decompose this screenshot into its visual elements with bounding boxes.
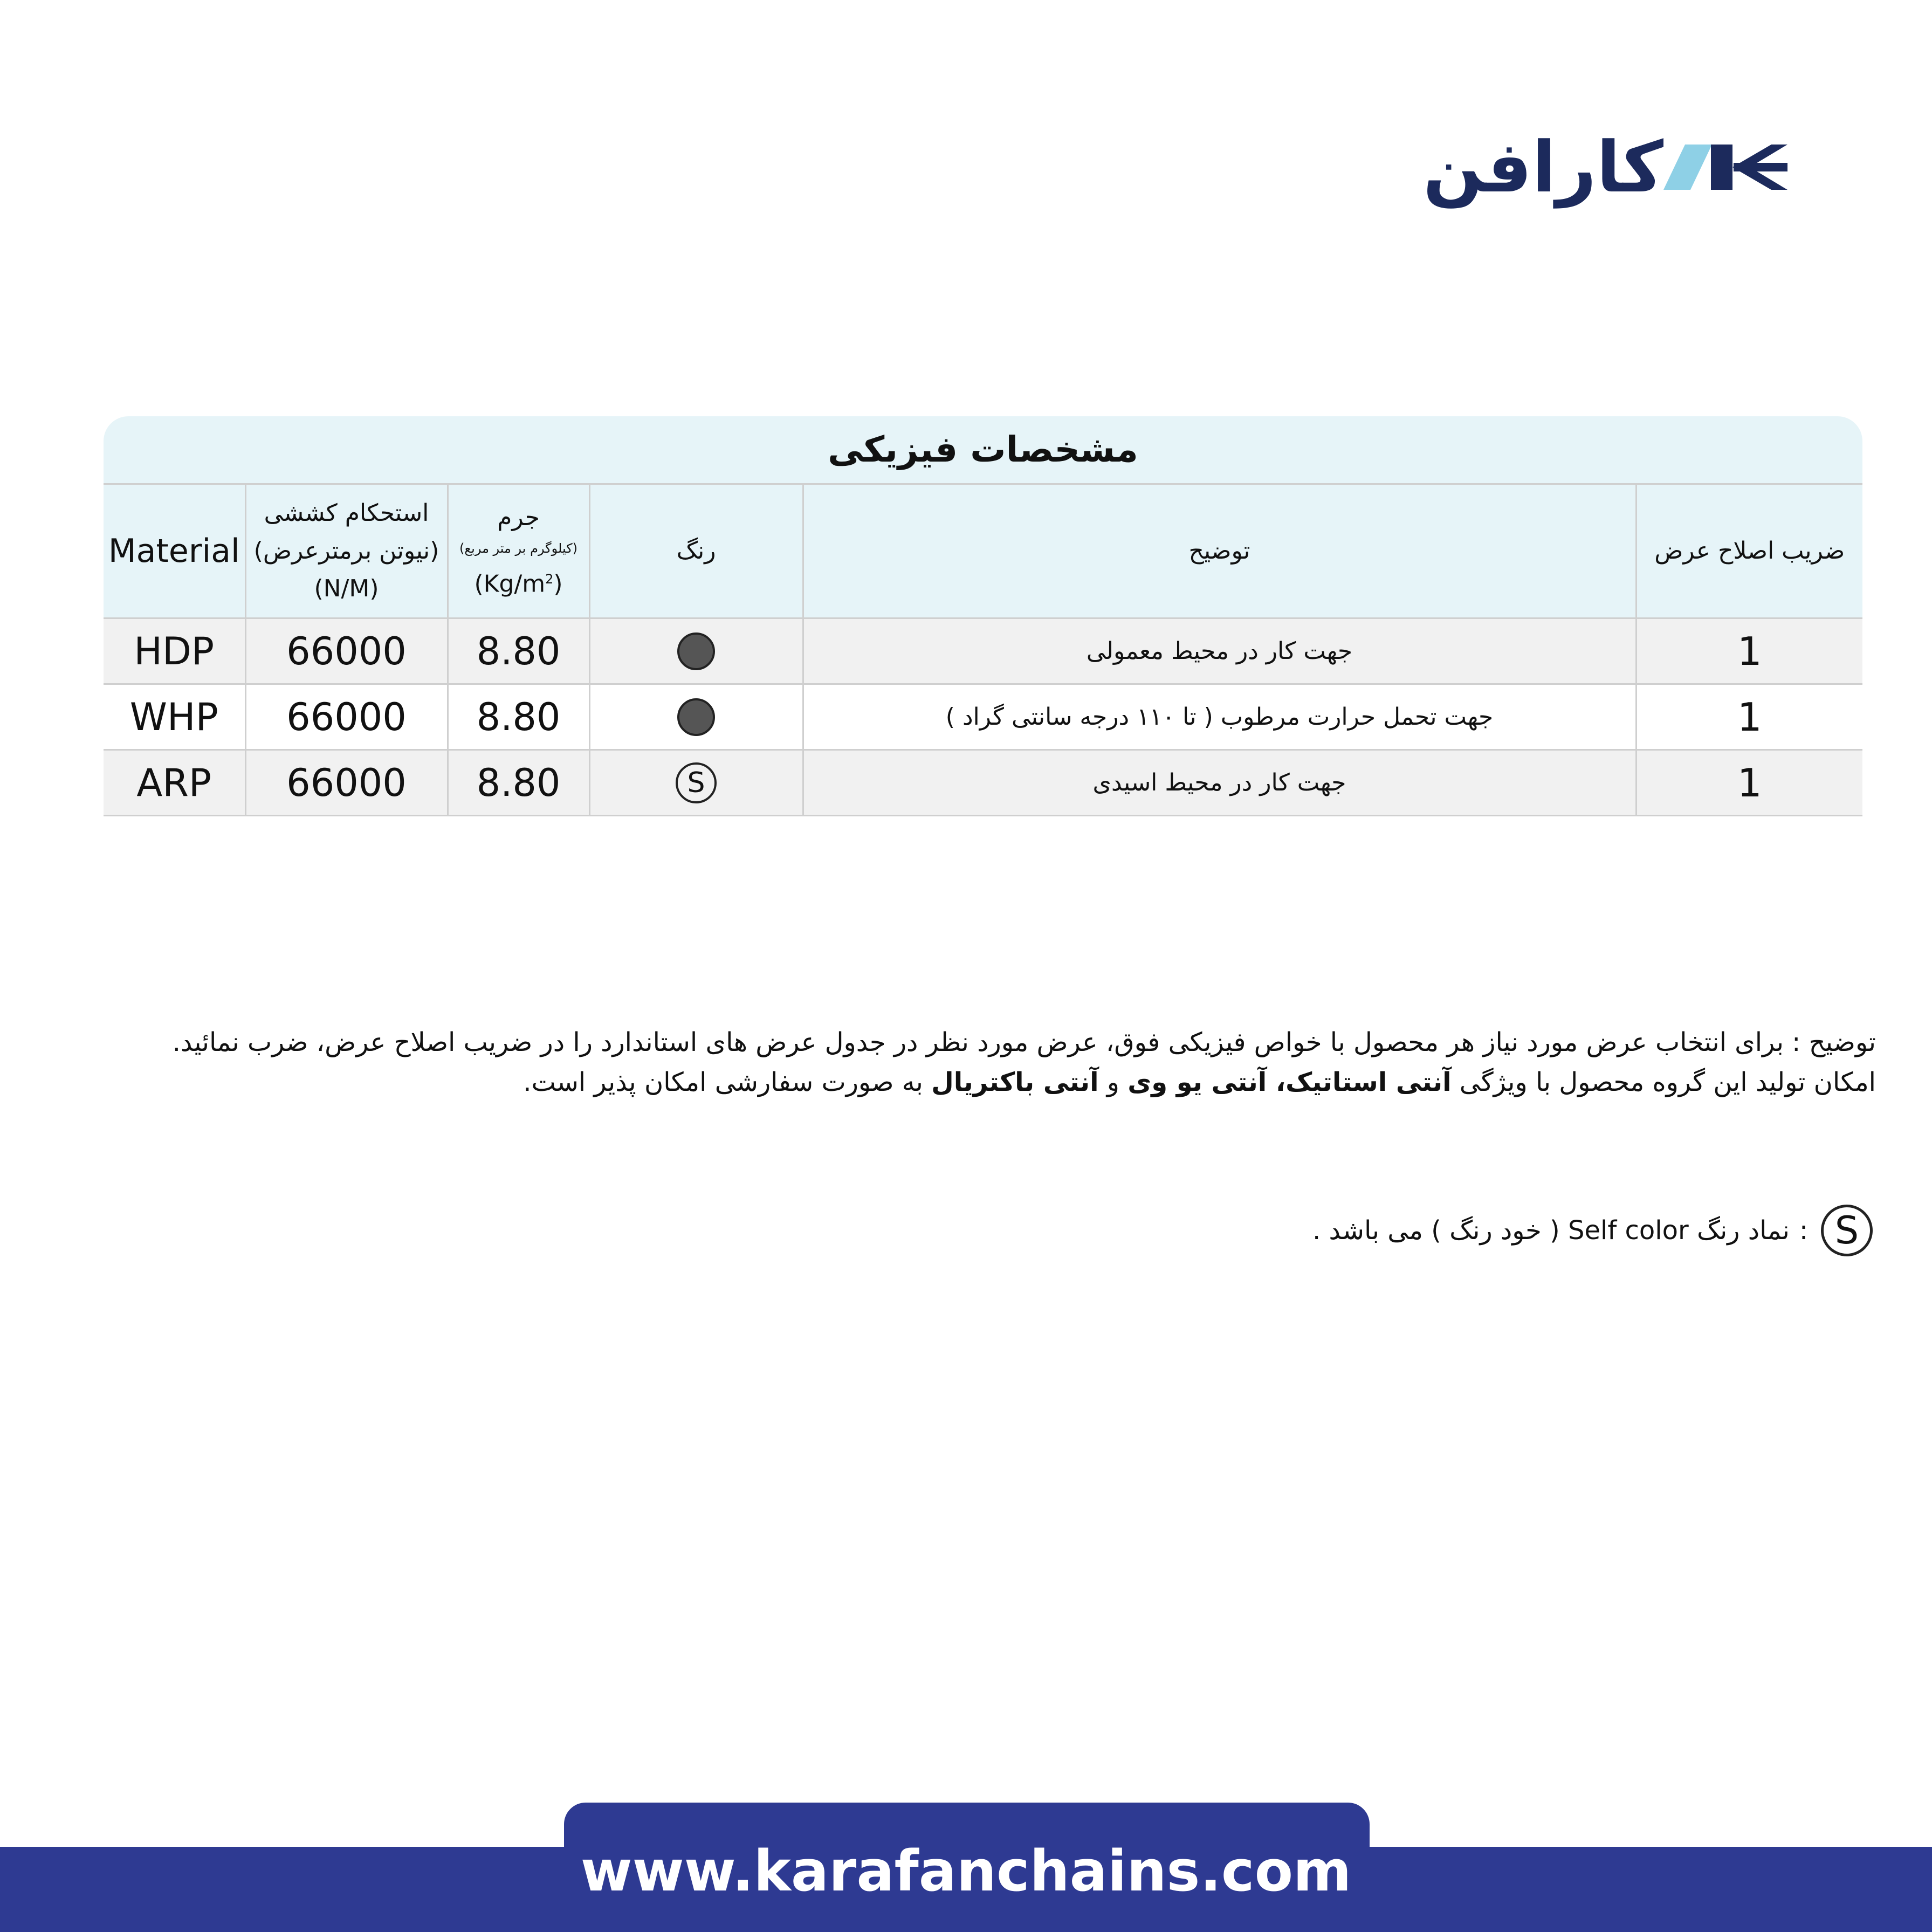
self-color-icon: S: [676, 762, 717, 803]
cell-material: ARP: [104, 750, 245, 816]
cell-material: WHP: [104, 684, 245, 750]
note-line-1: توضیح : برای انتخاب عرض مورد نیاز هر محصول با خواص فیزیکی فوق، عرض مورد نظر در جدول عرض های استاندارد را در ضریب اصلاح عرض، ضرب نمائید.: [172, 1027, 1876, 1057]
header-width-factor: ضریب اصلاح عرض: [1636, 484, 1862, 618]
header-color: رنگ: [589, 484, 803, 618]
header-row: [104, 484, 1862, 618]
cell-description: جهت تحمل حرارت مرطوب ( تا ۱۱۰ درجه سانتی گراد ): [803, 684, 1636, 750]
cell-mass: 8.80: [448, 684, 589, 750]
table-row: [104, 750, 1862, 816]
cell-strength: 66000: [245, 684, 448, 750]
self-color-legend: [1312, 1204, 1873, 1257]
brand-logo: [1423, 126, 1787, 208]
cell-material: HDP: [104, 618, 245, 684]
cell-color: [589, 618, 803, 684]
table-row: [104, 684, 1862, 750]
self-color-icon: S: [1821, 1205, 1873, 1256]
table-row: [104, 618, 1862, 684]
note-line-2: امکان تولید این گروه محصول با ویژگی آنتی استاتیک، آنتی یو وی و آنتی باکتریال به صورت سفارشی امکان پذیر است.: [523, 1067, 1876, 1097]
cell-factor: 1: [1636, 750, 1862, 816]
header-mass: جرم (کیلوگرم بر متر مربع) $(Kg/m^2)$: [448, 484, 589, 618]
header-description: توضیح: [803, 484, 1636, 618]
table-title: مشخصات فیزیکی: [104, 416, 1862, 483]
cell-factor: 1: [1636, 618, 1862, 684]
cell-mass: 8.80: [448, 750, 589, 816]
cell-factor: 1: [1636, 684, 1862, 750]
note-feature-2: آنتی باکتریال: [931, 1067, 1099, 1097]
specs-grid: [104, 483, 1862, 816]
website-url[interactable]: www.karafanchains.com: [580, 1838, 1352, 1904]
cell-description: جهت کار در محیط معمولی: [803, 618, 1636, 684]
header-material: Material: [104, 484, 245, 618]
dark-circle-icon: [677, 632, 715, 670]
physical-specs-table: [104, 416, 1862, 816]
dark-circle-icon: [677, 698, 715, 736]
legend-separator: :: [1799, 1215, 1808, 1246]
logo-text: کارافن: [1423, 126, 1663, 208]
notes: [97, 1022, 1876, 1102]
cell-mass: 8.80: [448, 618, 589, 684]
cell-color: [589, 684, 803, 750]
cell-strength: 66000: [245, 750, 448, 816]
legend-text: نماد رنگ Self color ( خود رنگ ) می باشد .: [1312, 1215, 1790, 1246]
logo-mark-icon: [1663, 145, 1787, 190]
cell-color: [589, 750, 803, 816]
cell-description: جهت کار در محیط اسیدی: [803, 750, 1636, 816]
cell-strength: 66000: [245, 618, 448, 684]
header-tensile-strength: استحکام کششی (نیوتن برمترعرض) (N/M): [245, 484, 448, 618]
note-feature-1: آنتی استاتیک، آنتی یو وی: [1127, 1067, 1452, 1097]
